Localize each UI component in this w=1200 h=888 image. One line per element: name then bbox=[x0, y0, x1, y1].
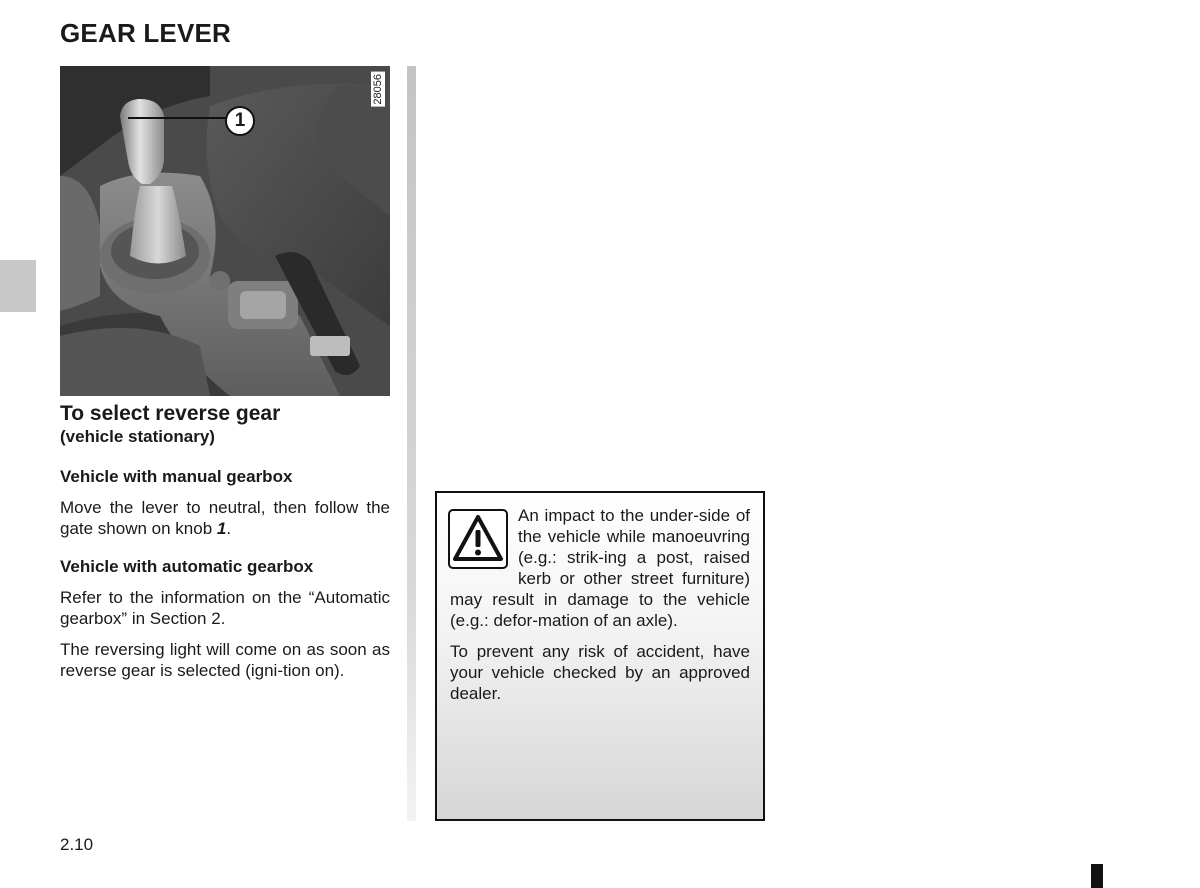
warning-text-2: To prevent any risk of accident, have your vehicle checked by an approved dealer. bbox=[450, 642, 750, 703]
knob-reference: 1 bbox=[216, 519, 227, 538]
edge-marker bbox=[1091, 864, 1103, 888]
gear-lever-photo bbox=[60, 66, 390, 396]
column-divider bbox=[407, 66, 416, 821]
manual-text-start: Move the lever to neutral, then follow the gate shown on knob bbox=[60, 498, 390, 538]
callout-1: 1 bbox=[225, 106, 255, 136]
manual-gearbox-text bbox=[60, 497, 390, 539]
page-number: 2.10 bbox=[60, 835, 94, 854]
automatic-gearbox-text: Refer to the information on the “Automatic gearbox” in Section 2. bbox=[60, 588, 390, 628]
reversing-light-text: The reversing light will come on as soon as reverse gear is selected (igni-tion on). bbox=[60, 640, 390, 680]
section-heading: To select reverse gear bbox=[60, 402, 281, 425]
automatic-gearbox-heading: Vehicle with automatic gearbox bbox=[60, 557, 314, 576]
warning-triangle-icon bbox=[448, 509, 508, 569]
section-tab bbox=[0, 260, 36, 312]
warning-text-1: An impact to the under-side of the vehicle while manoeuvring (e.g.: strik-ing a post, raised kerb or other street furniture) may result in damage to the vehicle (e.g.: defor-mation of an axle). bbox=[450, 506, 750, 630]
manual-gearbox-heading: Vehicle with manual gearbox bbox=[60, 467, 293, 486]
warning-box bbox=[435, 491, 765, 821]
figure-code: 28056 bbox=[372, 74, 384, 105]
section-subheading: (vehicle stationary) bbox=[60, 427, 215, 446]
page-title: GEAR LEVER bbox=[60, 18, 232, 48]
left-column bbox=[60, 402, 390, 691]
manual-text-end: . bbox=[226, 519, 232, 538]
